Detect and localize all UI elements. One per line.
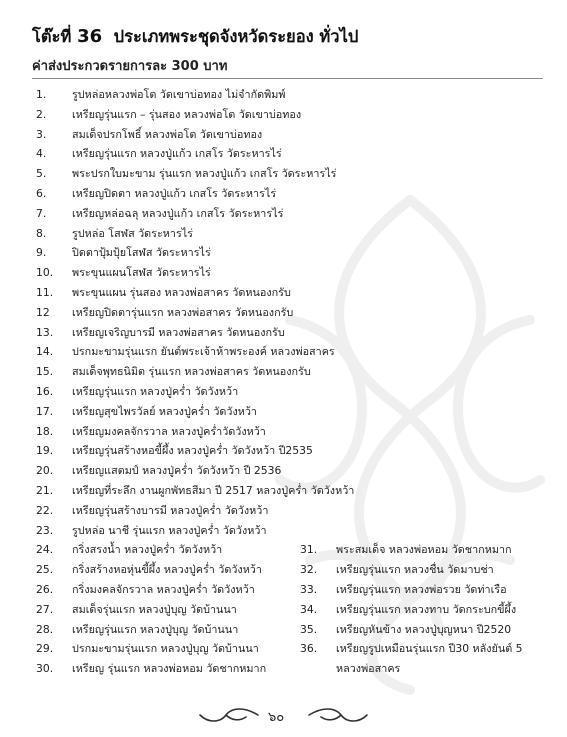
list-item (36, 283, 291, 303)
item-number: 28. (36, 622, 54, 636)
fee-subtitle: ค่าส่งประกวดรายการละ 300 บาท (32, 59, 228, 74)
item-number: 30. (36, 662, 54, 676)
item-number: 25. (36, 563, 54, 577)
list-item (300, 580, 507, 600)
item-number: 6. (36, 187, 47, 200)
list-item (36, 85, 285, 105)
item-text: รูปหล่อ นาชี รุ่นแรก หลวงปู่คร่ำ วัดวังหว้า (72, 523, 267, 537)
item-number: 10. (36, 266, 54, 280)
item-number: 19. (36, 444, 54, 458)
item-number: 16. (36, 385, 54, 398)
page-footer (0, 703, 567, 727)
list-item (36, 204, 283, 224)
item-text: กริ่งสรงน้ำ หลวงปู่คร่ำ วัดวังหว้า (72, 543, 223, 557)
item-number: 24. (36, 543, 54, 557)
list-item (300, 639, 523, 659)
item-number: 18. (36, 424, 54, 438)
item-text: พระปรกใบมะขาม รุ่นแรก หลวงปู่แก้ว เกสโร วัดระหารไร่ (72, 167, 337, 181)
list-item (36, 362, 311, 382)
item-number: 21. (36, 484, 54, 497)
item-text: เหรียญที่ระลึก งานผูกพัทธสีมา ปี 2517 หลวงปู่คร่ำ วัดวังหว้า (72, 484, 355, 497)
list-item (36, 144, 282, 164)
list-item (36, 243, 211, 263)
item-number: 13. (36, 325, 54, 339)
list-item (36, 600, 237, 620)
item-text: เหรียญรุ่นแรก หลวงปู่แก้ว เกสโร วัดระหารไร่ (72, 147, 282, 161)
list-item (36, 303, 293, 323)
item-text: เหรียญรุ่นแรก หลวงปู่บุญ วัดบ้านนา (72, 622, 239, 636)
list-item (36, 105, 301, 125)
item-number: 33. (300, 583, 318, 596)
item-number: 12 (36, 305, 50, 319)
page-header (32, 24, 547, 76)
list-item-continuation: หลวงพ่อสาคร (336, 662, 401, 676)
table-number: 36 (77, 26, 103, 47)
item-text: รูปหล่อ โสฬส วัดระหารไร่ (72, 226, 193, 240)
item-text: เหรียญรุ่นแรก – รุ่นสอง หลวงพ่อโต วัดเขาบ่อทอง (72, 107, 302, 121)
list-item (36, 481, 354, 501)
item-text: รูปหล่อหลวงพ่อโต วัดเขาบ่อทอง ไม่จำกัดพิมพ์ (72, 88, 286, 101)
item-text: พระขุนแผน รุ่นสอง หลวงพ่อสาคร วัดหนองกรับ (72, 286, 291, 299)
item-text: เหรียญหันข้าง หลวงปู่บุญหนา ปี2520 (336, 622, 512, 636)
title-text: ประเภทพระชุดจังหวัดระยอง ทั่วไป (113, 27, 359, 46)
item-number: 17. (36, 404, 54, 418)
list-item (36, 164, 337, 184)
item-number: 31. (300, 543, 318, 557)
item-number: 9. (36, 246, 47, 260)
list-item (36, 441, 313, 461)
page-number: ๖๐ (268, 710, 285, 725)
item-text: เหรียญปิดตา หลวงปู่แก้ว เกสโร วัดระหารไร่ (72, 187, 277, 200)
list-item (300, 600, 516, 620)
list-item (36, 620, 238, 640)
item-text: สมเด็จพุทธนิมิต รุ่นแรก หลวงพ่อสาคร วัดหนองกรับ (72, 365, 311, 379)
item-number: 15. (36, 365, 54, 379)
item-number: 1. (36, 88, 47, 101)
item-text: เหรียญรุ่นสร้างหอขี้ผึ้ง หลวงปู่คร่ำ วัดวังหว้า ปี2535 (72, 444, 313, 458)
item-text: เหรียญแสตมป์ หลวงปู่คร่ำ วัดวังหว้า ปี 2536 (72, 464, 282, 478)
item-text: เหรียญรุ่นแรก หลวงชื่น วัดมาบช่า (336, 563, 494, 577)
title-prefix: โต๊ะที่ (32, 27, 72, 46)
item-text: เหรียญรูปเหมือนรุ่นแรก ปี30 หลังยันต์ 5 (336, 642, 523, 656)
item-number: 26. (36, 583, 54, 596)
list-item (36, 422, 266, 442)
item-text: สมเด็จรุ่นแรก หลวงปู่บุญ วัดบ้านนา (72, 602, 237, 616)
list-item (300, 560, 494, 580)
list-item (36, 580, 255, 600)
list-item (36, 125, 262, 145)
list-item (36, 402, 257, 422)
item-number: 4. (36, 147, 47, 161)
item-text: เหรียญหล่อฉลุ หลวงปู่แก้ว เกสโร วัดระหารไร่ (72, 206, 284, 220)
item-number: 20. (36, 464, 54, 478)
list-item (36, 659, 266, 679)
header-divider (32, 78, 543, 79)
list-item (36, 184, 276, 204)
list-item (36, 224, 193, 244)
item-number: 29. (36, 642, 54, 656)
item-text: สมเด็จปรกโพธิ์ หลวงพ่อโต วัดเขาบ่อทอง (72, 127, 263, 141)
item-text: เหรียญมงคลจักรวาล หลวงปู่คร่ำวัดวังหว้า (72, 424, 266, 438)
item-text: ปรกมะขามรุ่นแรก ยันต์พระเจ้าห้าพระองค์ หลวงพ่อสาคร (72, 345, 335, 359)
item-text: เหรียญเจริญบารมี หลวงพ่อสาคร วัดหนองกรับ (72, 325, 285, 339)
item-text: ปิดตาปุ้มปุ้ยโสฬส วัดระหารไร่ (72, 246, 211, 260)
item-text: เหรียญรุ่นแรก หลวงทาบ วัดกระบกขี้ผึ้ง (336, 602, 517, 616)
list-item (36, 382, 238, 402)
list-item (36, 461, 281, 481)
item-number: 36. (300, 642, 318, 656)
item-number: 32. (300, 563, 318, 577)
list-item (36, 501, 268, 521)
item-text: เหรียญรุ่นแรก หลวงพ่อรวย วัดท่าเรือ (336, 583, 507, 596)
list-item (36, 323, 285, 343)
item-text: กริ่งมงคลจักรวาล หลวงปู่คร่ำ วัดวังหว้า (72, 583, 255, 596)
item-number: 27. (36, 602, 54, 616)
list-item (36, 521, 267, 541)
list-item (36, 342, 335, 362)
list-item (36, 639, 259, 659)
list-item (36, 560, 262, 580)
item-text: ปรกมะขามรุ่นแรก หลวงปู่บุญ วัดบ้านนา (72, 642, 259, 656)
item-number: 2. (36, 107, 47, 121)
item-number: 23. (36, 523, 54, 537)
list-item (300, 620, 511, 640)
item-number: 35. (300, 622, 318, 636)
item-text: กริ่งสร้างหอหุ่นขี้ผึ้ง หลวงปู่คร่ำ วัดวังหว้า (72, 563, 262, 577)
list-item (36, 540, 222, 560)
item-text: พระขุนแผนโสฬส วัดระหารไร่ (72, 266, 211, 280)
item-number: 34. (300, 602, 318, 616)
item-text: เหรียญปิดตารุ่นแรก หลวงพ่อสาคร วัดหนองกรับ (72, 305, 294, 319)
item-text: เหรียญรุ่นสร้างบารมี หลวงปู่คร่ำ วัดวังหว้า (72, 503, 269, 517)
item-text: เหรียญ รุ่นแรก หลวงพ่อหอม วัดชากหมาก (72, 662, 267, 676)
item-text: เหรียญสุขไพรวัลย์ หลวงปู่คร่ำ วัดวังหว้า (72, 404, 257, 418)
list-item (36, 263, 211, 283)
item-number: 8. (36, 226, 47, 240)
item-number: 11. (36, 286, 54, 299)
item-text: เหรียญรุ่นแรก หลวงปู่คร่ำ วัดวังหว้า (72, 385, 239, 398)
item-number: 5. (36, 167, 47, 181)
item-number: 3. (36, 127, 47, 141)
page-title (32, 24, 547, 50)
item-text: พระสมเด็จ หลวงพ่อหอม วัดชากหมาก (336, 543, 512, 557)
item-number: 22. (36, 503, 54, 517)
list-item (300, 540, 512, 560)
item-number: 14. (36, 345, 54, 359)
item-number: 7. (36, 206, 47, 220)
